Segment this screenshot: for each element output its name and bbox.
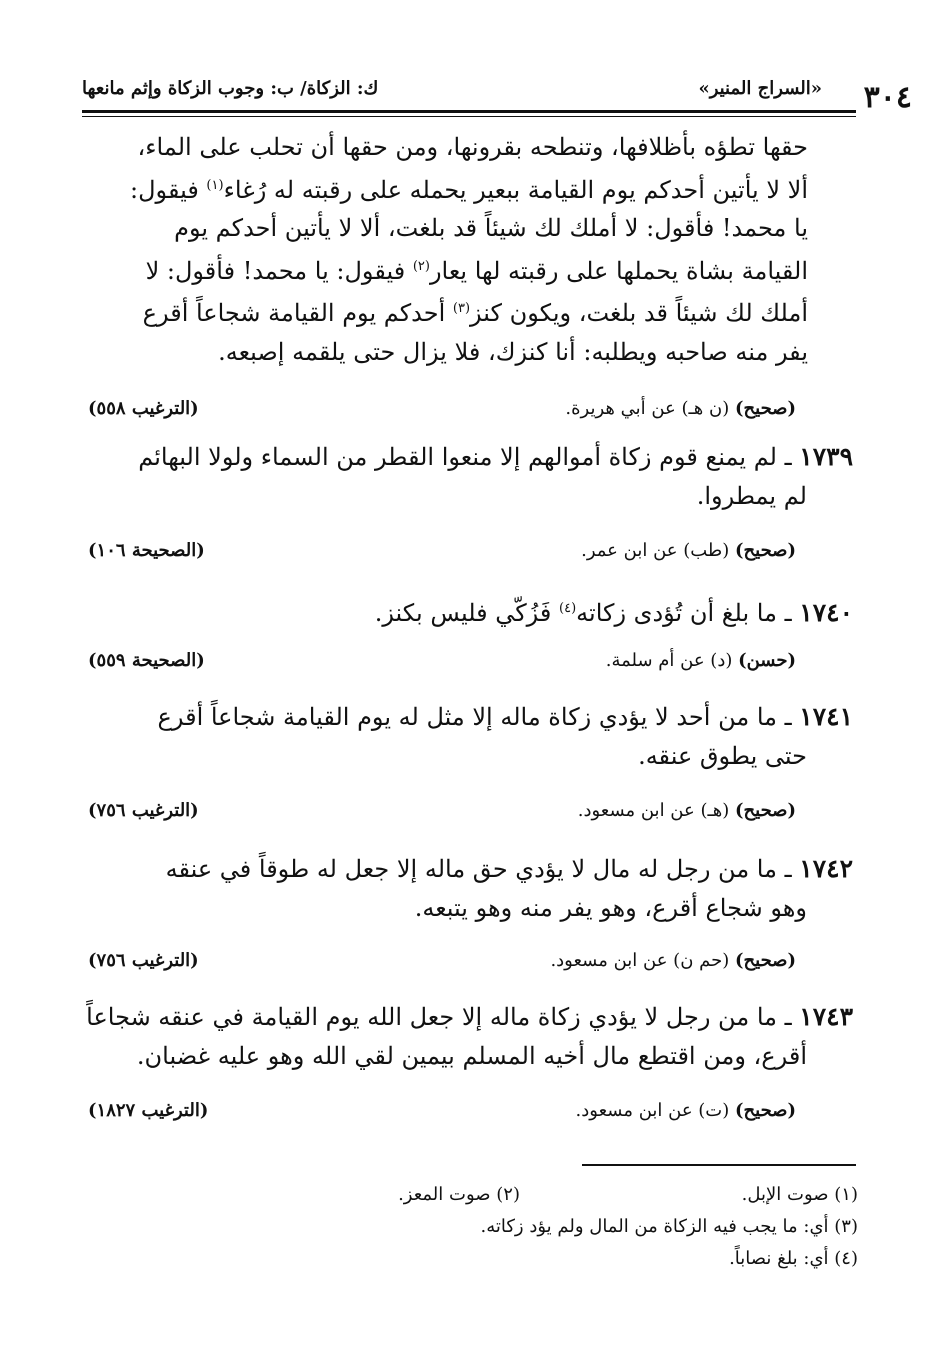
source-reference: (الترغيب ٥٥٨) xyxy=(88,398,199,419)
intro-paragraph xyxy=(82,128,808,371)
intro-line-5: أملك لك شيئاً قد بلغت، ويكون كنز$^{(٣)}$ أحدكم يوم القيامة شجاعاً أقرع xyxy=(142,299,808,327)
book-title: «السراج المنير» xyxy=(698,78,822,99)
source-text: (صحيح) (طب) عن ابن عمر. xyxy=(581,540,796,561)
source-line-1741 xyxy=(88,800,796,828)
source-line-intro xyxy=(88,398,796,426)
footnote-4: (٤) أي: بلغ نصاباً. xyxy=(729,1248,858,1269)
hadith-text-line: ١٧٤٢ ـ ما من رجل له مال لا يؤدي حق ماله إلا جعل له طوقاً في عنقه xyxy=(165,854,853,883)
source-line-1740 xyxy=(88,650,796,678)
hadith-number: ١٧٤١ xyxy=(799,702,853,731)
hadith-1742 xyxy=(82,850,853,927)
source-line-1742 xyxy=(88,950,796,978)
hadith-1740 xyxy=(82,590,853,633)
footnote-1: (١) صوت الإبل. xyxy=(741,1184,858,1205)
header-rule-thick xyxy=(82,110,856,113)
source-text: (صحيح) (ت) عن ابن مسعود. xyxy=(575,1100,796,1121)
hadith-1739 xyxy=(82,438,853,515)
footnote-mark-2: (٢) xyxy=(412,258,430,274)
footnote-rule xyxy=(582,1164,856,1166)
header-rule-thin xyxy=(82,116,856,117)
footnote-3: (٣) أي: ما يجب فيه الزكاة من المال ولم يؤد زكاته. xyxy=(480,1216,858,1237)
footnote-2: (٢) صوت المعز. xyxy=(398,1184,520,1205)
source-reference: (الترغيب ٧٥٦) xyxy=(88,800,199,821)
hadith-text-line: ١٧٤١ ـ ما من أحد لا يؤدي زكاة ماله إلا مثل له يوم القيامة شجاعاً أقرع xyxy=(157,702,853,731)
hadith-text-line: ١٧٣٩ ـ لم يمنع قوم زكاة أموالهم إلا منعوا القطر من السماء ولولا البهائم xyxy=(138,442,853,471)
hadith-text-line: حتى يطوق عنقه. xyxy=(638,741,807,770)
source-reference: (الصحيحة ١٠٦) xyxy=(88,540,205,561)
hadith-text-line: أقرع، ومن اقتطع مال أخيه المسلم بيمين لقي الله وهو عليه غضبان. xyxy=(136,1041,807,1070)
intro-line-4: القيامة بشاة يحملها على رقبته لها يعار$^{(٢)}$ فيقول: يا محمد! فأقول: لا xyxy=(145,256,808,285)
hadith-number: ١٧٤٢ xyxy=(799,854,853,883)
hadith-text-line: لم يمطروا. xyxy=(696,481,807,510)
page-number: ٣٠٤ xyxy=(863,80,912,115)
chapter-title: ك: الزكاة/ ب: وجوب الزكاة وإثم مانعها xyxy=(82,78,379,99)
page-header xyxy=(82,62,912,115)
source-text: (صحيح) (ن هـ) عن أبي هريرة. xyxy=(565,398,796,419)
intro-line-3: يا محمد! فأقول: لا أملك لك شيئاً قد بلغت، ألا لا يأتين أحدكم يوم xyxy=(174,214,808,242)
source-line-1739 xyxy=(88,540,796,568)
source-reference: (الترغيب ٧٥٦) xyxy=(88,950,199,971)
footnote-mark-3: (٣) xyxy=(452,301,471,316)
hadith-1743 xyxy=(82,998,853,1075)
source-reference: (الصحيحة ٥٥٩) xyxy=(88,650,205,671)
hadith-number: ١٧٣٩ xyxy=(799,442,853,471)
hadith-text-line: ١٧٤٠ ـ ما بلغ أن تُؤدى زكاته$^{(٤)}$ فَزُكّي فليس بكنز. xyxy=(374,598,853,627)
intro-line-6: يفر منه صاحبه ويطلبه: أنا كنزك، فلا يزال حتى يلقمه إصبعه. xyxy=(218,337,808,366)
intro-line-1: حقها تطؤه بأظلافها، وتنطحه بقرونها، ومن حقها أن تحلب على الماء، xyxy=(137,133,808,161)
source-text: (صحيح) (هـ) عن ابن مسعود. xyxy=(577,800,796,821)
hadith-text-line: ١٧٤٣ ـ ما من رجل لا يؤدي زكاة ماله إلا جعل الله يوم القيامة في عنقه شجاعاً xyxy=(86,1002,853,1031)
footnote-mark-4: (٤) xyxy=(559,601,577,616)
hadith-text-line: وهو شجاع أقرع، وهو يفر منه وهو يتبعه. xyxy=(414,893,807,922)
source-reference: (الترغيب ١٨٢٧) xyxy=(88,1100,209,1121)
source-line-1743 xyxy=(88,1100,796,1128)
hadith-number: ١٧٤٠ xyxy=(799,598,853,627)
source-text: (حسن) (د) عن أم سلمة. xyxy=(605,650,796,671)
hadith-number: ١٧٤٣ xyxy=(799,1002,853,1031)
source-text: (صحيح) (حم ن) عن ابن مسعود. xyxy=(550,950,796,971)
intro-line-2: ألا لا يأتين أحدكم يوم القيامة ببعير يحمله على رقبته له رُغاء$^{(١)}$ فيقول: xyxy=(130,175,808,204)
hadith-1741 xyxy=(82,698,853,775)
footnote-mark-1: (١) xyxy=(206,177,224,193)
